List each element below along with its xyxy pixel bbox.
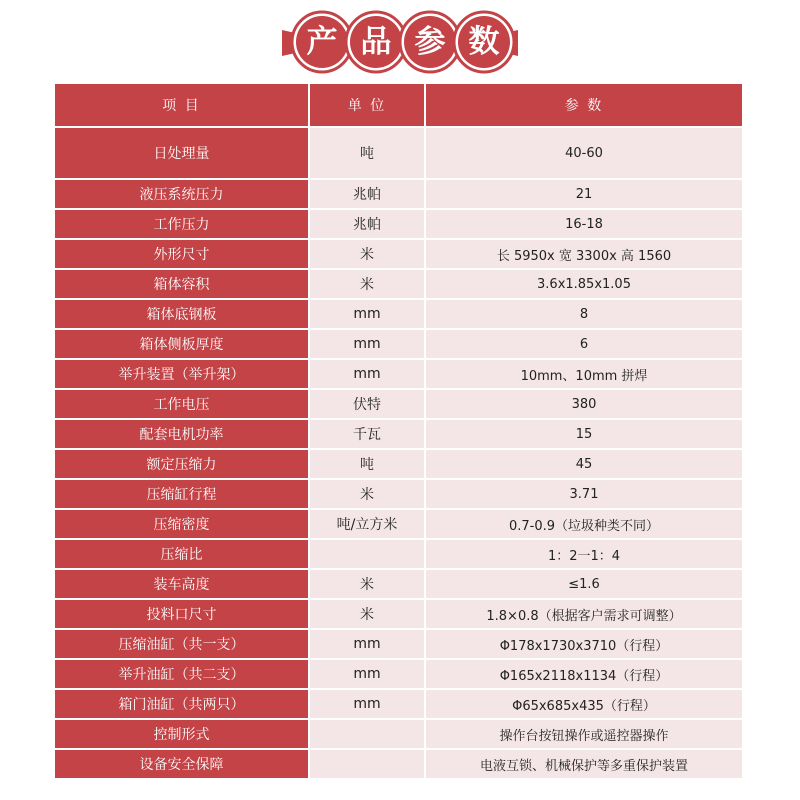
table-row (55, 449, 742, 479)
header-value: 参 数 (425, 84, 742, 127)
row-item-label: 投料口尺寸 (55, 599, 309, 629)
row-unit: 伏特 (309, 389, 425, 419)
row-value: Φ178x1730x3710（行程） (425, 629, 742, 659)
row-value: 6 (425, 329, 742, 359)
title-char-4: 数 (468, 24, 500, 60)
row-value: 3.71 (425, 479, 742, 509)
row-unit: 兆帕 (309, 179, 425, 209)
row-value: Φ65x685x435（行程） (425, 689, 742, 719)
table-row (55, 659, 742, 689)
row-item-label: 外形尺寸 (55, 239, 309, 269)
row-item-label: 箱体侧板厚度 (55, 329, 309, 359)
header-item: 项 目 (55, 84, 309, 127)
row-value: ≤1.6 (425, 569, 742, 599)
row-value: 3.6x1.85x1.05 (425, 269, 742, 299)
row-unit: mm (309, 359, 425, 389)
row-unit (309, 539, 425, 569)
table-row (55, 539, 742, 569)
row-unit: mm (309, 689, 425, 719)
title-char-3: 参 (414, 24, 446, 60)
row-value: 1.8×0.8（根据客户需求可调整） (425, 599, 742, 629)
row-value: Φ165x2118x1134（行程） (425, 659, 742, 689)
table-row (55, 269, 742, 299)
table-row (55, 179, 742, 209)
row-item-label: 压缩油缸（共一支） (55, 629, 309, 659)
table-row (55, 359, 742, 389)
row-unit: mm (309, 299, 425, 329)
row-value: 16-18 (425, 209, 742, 239)
row-unit: mm (309, 629, 425, 659)
table-row (55, 629, 742, 659)
table-row (55, 209, 742, 239)
row-item-label: 工作电压 (55, 389, 309, 419)
page-title-banner (0, 0, 800, 84)
table-row (55, 299, 742, 329)
row-item-label: 控制形式 (55, 719, 309, 749)
row-unit: mm (309, 659, 425, 689)
row-item-label: 工作压力 (55, 209, 309, 239)
row-item-label: 日处理量 (55, 127, 309, 179)
table-row (55, 689, 742, 719)
table-row (55, 127, 742, 179)
row-item-label: 压缩缸行程 (55, 479, 309, 509)
row-item-label: 箱门油缸（共两只） (55, 689, 309, 719)
title-char-2: 品 (360, 24, 392, 60)
row-unit: 吨/立方米 (309, 509, 425, 539)
row-unit: 吨 (309, 127, 425, 179)
row-item-label: 额定压缩力 (55, 449, 309, 479)
table-row (55, 509, 742, 539)
header-unit: 单 位 (309, 84, 425, 127)
row-value: 操作台按钮操作或遥控器操作 (425, 719, 742, 749)
row-item-label: 配套电机功率 (55, 419, 309, 449)
row-unit: 米 (309, 569, 425, 599)
row-value: 380 (425, 389, 742, 419)
row-unit: 米 (309, 599, 425, 629)
row-item-label: 液压系统压力 (55, 179, 309, 209)
row-unit: 米 (309, 479, 425, 509)
row-value: 1：2一1：4 (425, 539, 742, 569)
row-item-label: 压缩比 (55, 539, 309, 569)
row-item-label: 举升油缸（共二支） (55, 659, 309, 689)
row-unit (309, 749, 425, 779)
row-item-label: 举升装置（举升架） (55, 359, 309, 389)
table-row (55, 419, 742, 449)
table-row (55, 749, 742, 779)
row-unit: mm (309, 329, 425, 359)
row-item-label: 压缩密度 (55, 509, 309, 539)
row-unit: 米 (309, 239, 425, 269)
row-value: 40-60 (425, 127, 742, 179)
spec-table (55, 84, 742, 780)
table-row (55, 329, 742, 359)
table-row (55, 719, 742, 749)
row-value: 21 (425, 179, 742, 209)
table-row (55, 599, 742, 629)
row-unit (309, 719, 425, 749)
row-value: 0.7-0.9（垃圾种类不同） (425, 509, 742, 539)
row-item-label: 装车高度 (55, 569, 309, 599)
spec-table-body (55, 127, 742, 779)
row-value: 电液互锁、机械保护等多重保护装置 (425, 749, 742, 779)
table-row (55, 479, 742, 509)
table-row (55, 569, 742, 599)
table-row (55, 389, 742, 419)
title-char-1: 产 (306, 24, 338, 60)
table-row (55, 239, 742, 269)
row-unit: 千瓦 (309, 419, 425, 449)
row-unit: 兆帕 (309, 209, 425, 239)
row-value: 15 (425, 419, 742, 449)
row-unit: 吨 (309, 449, 425, 479)
row-value: 45 (425, 449, 742, 479)
row-value: 8 (425, 299, 742, 329)
row-item-label: 箱体容积 (55, 269, 309, 299)
row-item-label: 设备安全保障 (55, 749, 309, 779)
spec-table-header (55, 84, 742, 127)
row-value: 长 5950x 宽 3300x 高 1560 (425, 239, 742, 269)
row-item-label: 箱体底钢板 (55, 299, 309, 329)
row-unit: 米 (309, 269, 425, 299)
row-value: 10mm、10mm 拼焊 (425, 359, 742, 389)
